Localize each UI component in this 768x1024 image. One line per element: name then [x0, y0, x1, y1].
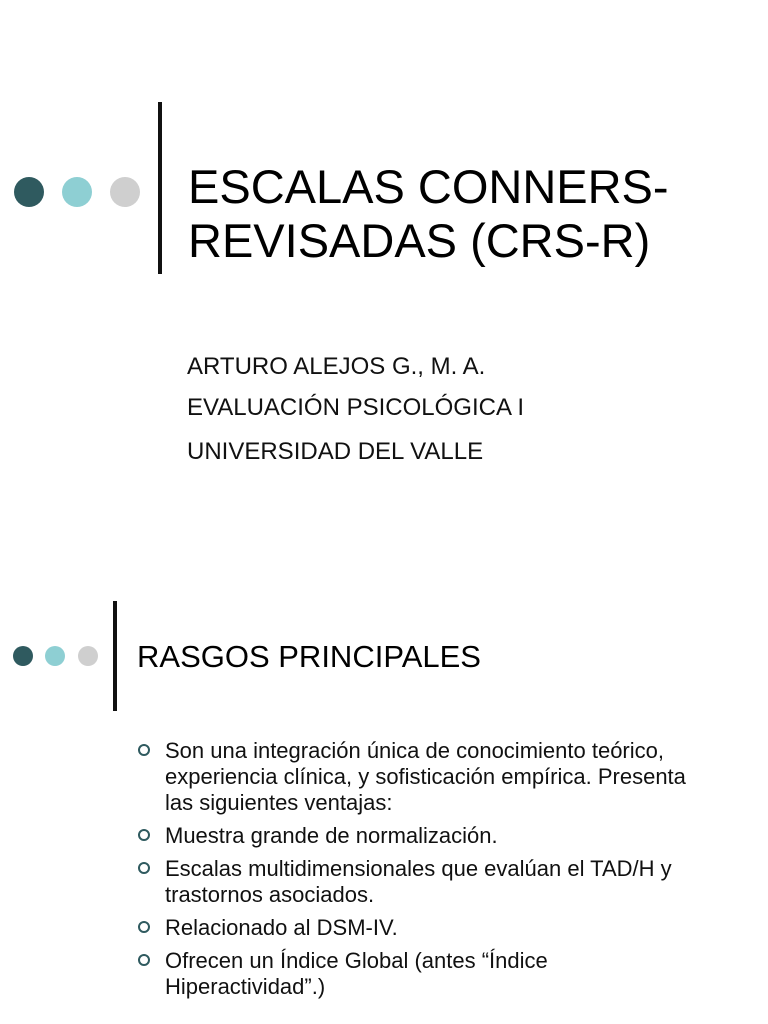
- vertical-rule: [158, 102, 162, 274]
- teal-dot-icon: [62, 177, 92, 207]
- gray-dot-icon: [110, 177, 140, 207]
- list-item: [137, 856, 697, 908]
- ring-bullet-icon: [138, 829, 150, 841]
- ring-bullet-icon: [138, 862, 150, 874]
- list-item: [137, 738, 697, 816]
- title-line-2: REVISADAS (CRS-R): [188, 214, 651, 267]
- dark-dot-icon: [14, 177, 44, 207]
- slide-2-title: RASGOS PRINCIPALES: [137, 639, 481, 674]
- ring-bullet-icon: [138, 921, 150, 933]
- bullet-text: Son una integración única de conocimiento teórico, experiencia clínica, y sofisticación empírica. Presenta las siguientes ventajas:: [165, 738, 686, 815]
- bullet-text: Ofrecen un Índice Global (antes “Índice Hiperactividad”.): [165, 948, 548, 999]
- list-item: [137, 915, 697, 941]
- gray-dot-icon: [78, 646, 98, 666]
- title-line-1: ESCALAS CONNERS-: [188, 160, 669, 213]
- bullet-text: Escalas multidimensionales que evalúan el TAD/H y trastornos asociados.: [165, 856, 672, 907]
- bullet-text: Relacionado al DSM-IV.: [165, 915, 398, 940]
- dark-dot-icon: [13, 646, 33, 666]
- bullet-list: [137, 738, 697, 1007]
- ring-bullet-icon: [138, 744, 150, 756]
- author-line: ARTURO ALEJOS G., M. A.: [187, 353, 486, 380]
- bullet-text: Muestra grande de normalización.: [165, 823, 498, 848]
- teal-dot-icon: [45, 646, 65, 666]
- vertical-rule: [113, 601, 117, 711]
- list-item: [137, 948, 697, 1000]
- slide-1-title: [188, 160, 669, 268]
- list-item: [137, 823, 697, 849]
- course-line: EVALUACIÓN PSICOLÓGICA I: [187, 394, 524, 421]
- ring-bullet-icon: [138, 954, 150, 966]
- university-line: UNIVERSIDAD DEL VALLE: [187, 438, 484, 465]
